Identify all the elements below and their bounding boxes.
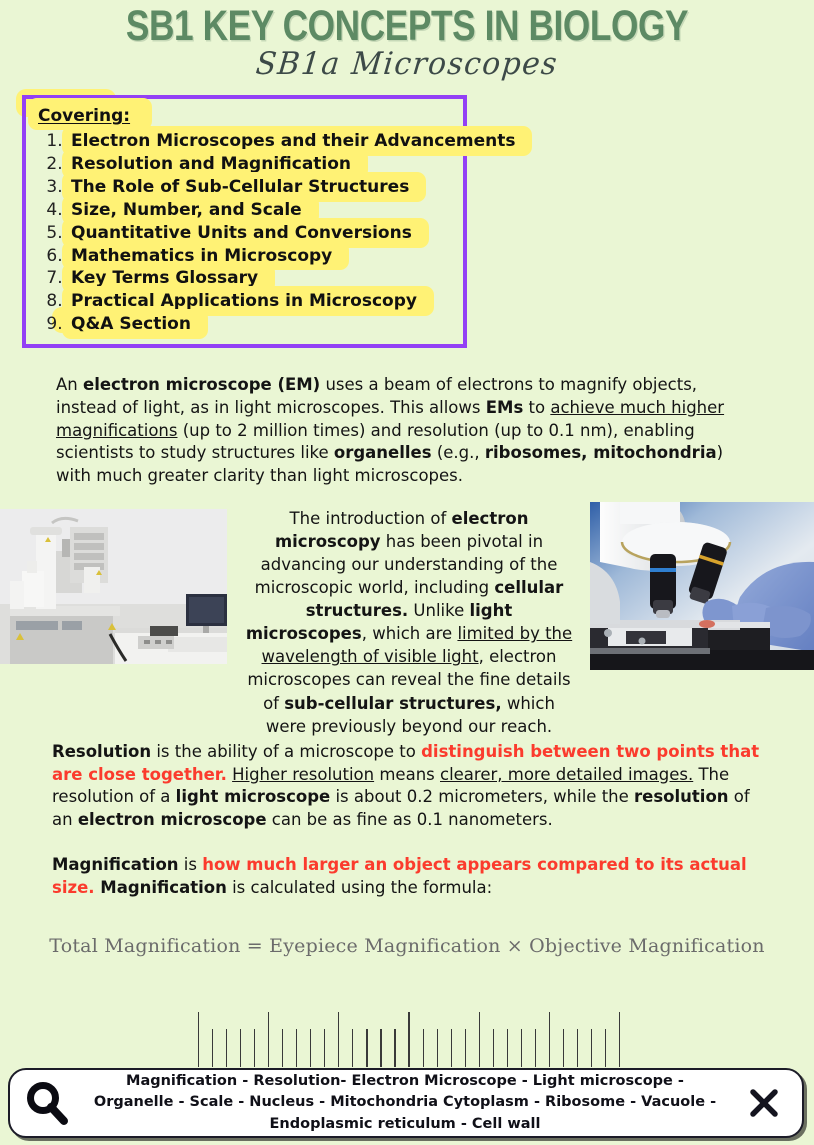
text-run-bold: electron microscopy <box>274 508 529 551</box>
page-title: SB1 KEY CONCEPTS IN BIOLOGY <box>125 2 689 50</box>
text-run-highlight: distinguish between two points that are close together. <box>52 741 760 784</box>
text-run: which were previously beyond our reach. <box>265 693 555 736</box>
covering-heading: Covering: <box>36 105 134 127</box>
keyword-bar <box>8 1068 804 1138</box>
ruler-tick-major <box>619 1012 620 1067</box>
ruler-tick-minor <box>324 1029 325 1067</box>
ruler-tick-minor <box>507 1029 508 1067</box>
resolution-paragraph <box>52 741 762 832</box>
list-item-label: Resolution and Magnification <box>68 153 354 176</box>
text-run-highlight: how much larger an object appears compared to its actual size. <box>52 854 747 897</box>
text-run: (e.g., <box>431 443 485 463</box>
text-run: The resolution of a <box>52 764 730 807</box>
ruler-tick-major <box>198 1012 199 1067</box>
ruler-tick-minor <box>296 1029 297 1067</box>
magnifier-icon[interactable] <box>16 1079 78 1127</box>
text-run-bold: light microscope <box>175 787 331 807</box>
text-run: Unlike <box>408 601 470 621</box>
text-run-bold: organelles <box>333 443 432 463</box>
text-run: of an <box>52 787 750 830</box>
light-microscope-photo <box>590 502 814 670</box>
ruler-tick-minor <box>535 1029 536 1067</box>
ruler-tick-minor <box>212 1029 213 1067</box>
text-run-bold: sub-cellular structures, <box>284 693 502 713</box>
ruler-graphic <box>198 1011 620 1067</box>
text-run: The introduction of <box>289 508 452 528</box>
covering-section <box>22 95 516 348</box>
list-item-label: Size, Number, and Scale <box>68 199 305 222</box>
text-run-underline: limited by the wavelength of visible light <box>261 624 573 667</box>
electron-microscope-photo <box>0 509 227 664</box>
ruler-tick-minor <box>437 1029 438 1067</box>
text-run: ) with much greater clarity than light microscopes. <box>56 443 724 486</box>
ruler-tick-minor <box>451 1029 452 1067</box>
magnifier-glyph <box>23 1079 71 1127</box>
ruler-tick-minor <box>423 1029 424 1067</box>
ruler-tick-major <box>549 1012 550 1067</box>
page-subtitle: SB1a Microscopes <box>254 46 560 83</box>
ruler-tick-minor <box>493 1029 494 1067</box>
text-run: is the ability of a microscope to <box>151 741 422 761</box>
text-run-bold: resolution <box>634 787 729 807</box>
keyword-list: Magnification - Resolution- Electron Microscope - Light microscope - Organelle - Scale - Nucleus - Mitochondria Cytoplasm - Ribosome - Vacuole - Endoplasmic reticulum - Cell wall <box>93 1073 717 1132</box>
light-microscope-illustration <box>590 502 814 670</box>
ruler-tick-minor <box>310 1029 311 1067</box>
text-run: An <box>56 374 83 394</box>
list-item-label: The Role of Sub-Cellular Structures <box>68 176 412 199</box>
list-item <box>68 313 453 336</box>
ruler-tick-minor <box>254 1029 255 1067</box>
magnification-formula: Total Magnification = Eyepiece Magnification × Objective Magnification <box>49 935 765 958</box>
text-run: , which are <box>361 624 458 644</box>
text-run-bold: electron microscope <box>77 810 267 830</box>
list-item-label: Key Terms Glossary <box>68 267 261 290</box>
text-run: (up to 2 million times) and resolution (up to 0.1 nm), enabling scientists to study structures like <box>56 420 695 463</box>
text-run-bold: Magnification <box>52 854 179 874</box>
ruler-tick-minor <box>394 1029 395 1067</box>
list-item-label: Q&A Section <box>68 313 194 336</box>
ruler-tick-major <box>268 1012 269 1067</box>
text-run-underline: achieve much higher magnifications <box>56 397 725 440</box>
ruler-tick-minor <box>465 1029 466 1067</box>
text-run: , electron microscopes can reveal the fine details of <box>247 647 571 713</box>
text-run: uses a beam of electrons to magnify objects, instead of light, as in light microscopes. This allows <box>56 374 698 417</box>
list-item-label: Electron Microscopes and their Advancements <box>68 130 518 153</box>
middle-paragraph <box>243 507 575 738</box>
intro-paragraph <box>56 374 758 488</box>
text-run-bold: cellular structures. <box>305 578 564 621</box>
electron-microscope-illustration <box>0 509 227 664</box>
covering-box <box>22 95 516 348</box>
ruler-tick-minor <box>591 1029 592 1067</box>
text-run-underline: Higher resolution <box>232 764 375 784</box>
text-run: means <box>374 764 440 784</box>
text-run: is <box>178 854 203 874</box>
ruler-tick-minor <box>352 1029 353 1067</box>
ruler-tick-minor <box>605 1029 606 1067</box>
text-run-bold: EMs <box>485 397 524 417</box>
ruler-tick-minor <box>577 1029 578 1067</box>
ruler-tick-minor <box>521 1029 522 1067</box>
text-run: to <box>523 397 551 417</box>
text-run-bold: Resolution <box>52 741 152 761</box>
text-run-bold: ribosomes, mitochondria <box>484 443 717 463</box>
middle-row <box>0 502 814 737</box>
covering-list <box>36 130 516 336</box>
ruler-tick-minor <box>240 1029 241 1067</box>
list-item-label: Practical Applications in Microscopy <box>68 290 420 313</box>
text-run-bold: electron microscope (EM) <box>83 374 321 394</box>
text-run: has been pivotal in advancing our understanding of the microscopic world, including <box>254 531 558 598</box>
ruler-tick-major <box>479 1012 480 1067</box>
close-x-icon[interactable] <box>732 1085 796 1121</box>
close-x-glyph <box>746 1085 782 1121</box>
list-item-label: Mathematics in Microscopy <box>68 245 335 268</box>
ruler-tick-major <box>338 1012 339 1067</box>
page-header <box>0 0 814 81</box>
magnification-paragraph <box>52 854 762 900</box>
ruler-tick-minor <box>380 1029 381 1067</box>
text-run-bold: light microscopes <box>245 601 513 644</box>
list-item-label: Quantitative Units and Conversions <box>68 222 415 245</box>
text-run: is calculated using the formula: <box>226 877 493 897</box>
ruler-tick-major <box>408 1012 409 1067</box>
ruler-tick-minor <box>226 1029 227 1067</box>
text-run: can be as fine as 0.1 nanometers. <box>266 810 553 830</box>
text-run-bold: Magnification <box>94 877 227 897</box>
ruler-tick-minor <box>366 1029 367 1067</box>
text-run: is about 0.2 micrometers, while the <box>330 787 635 807</box>
ruler-tick-minor <box>563 1029 564 1067</box>
ruler-tick-minor <box>282 1029 283 1067</box>
text-run-underline: clearer, more detailed images. <box>440 764 694 784</box>
